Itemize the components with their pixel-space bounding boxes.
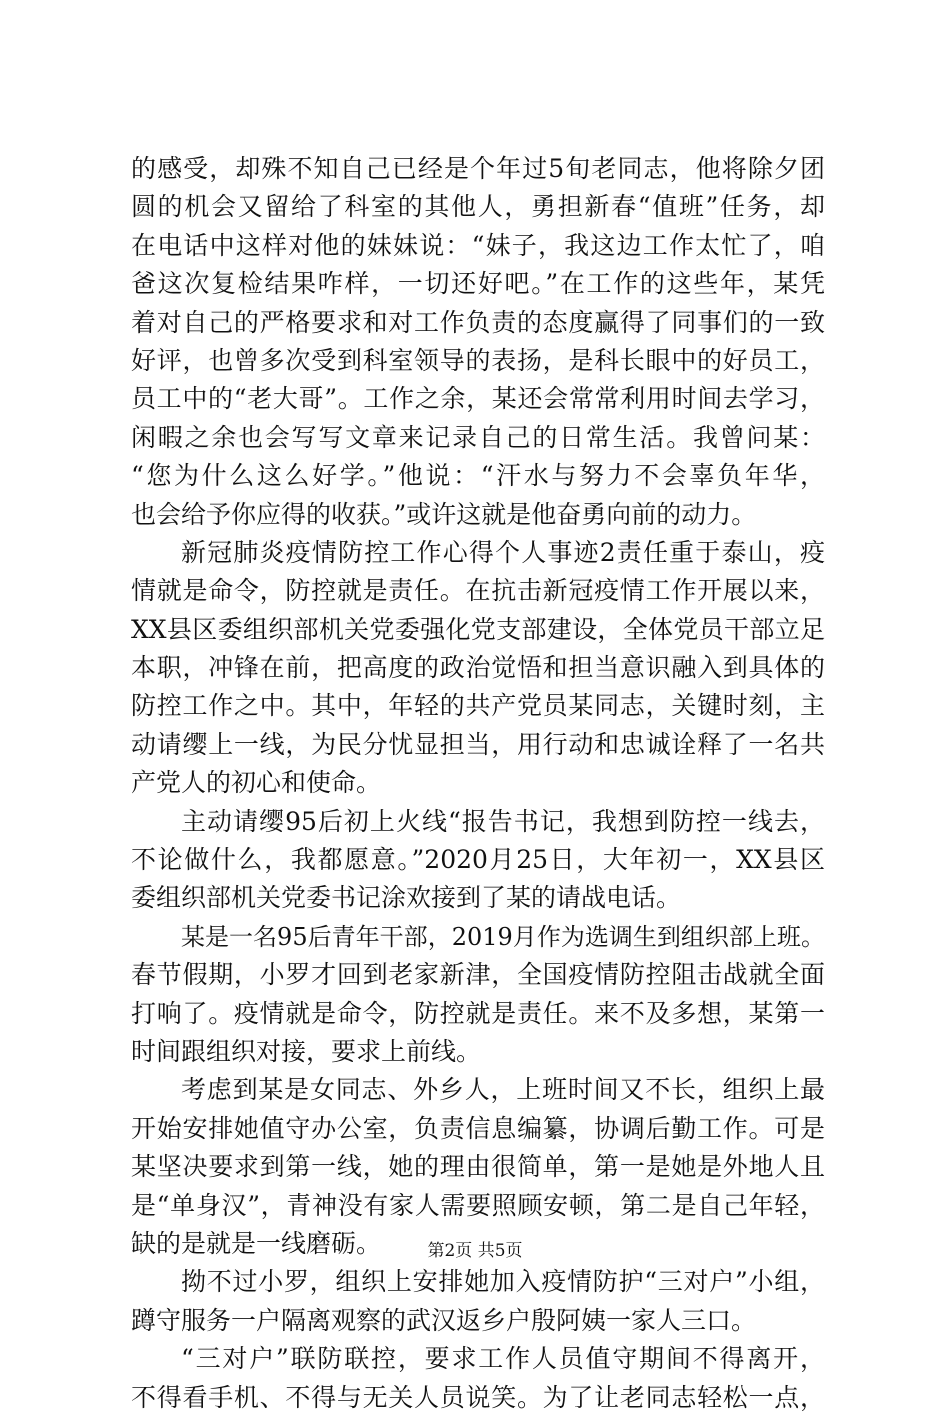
text-line: 某是一名95后青年干部，2019月作为选调生到组织部上班。 — [181, 922, 825, 951]
text-line: 本职，冲锋在前，把高度的政治觉悟和担当意识融入到具体的 — [131, 653, 825, 683]
text-line: 拗不过小罗，组织上安排她加入疫情防护“三对户”小组， — [181, 1267, 825, 1297]
text-line: 情就是命令，防控就是责任。在抗击新冠疫情工作开展以来， — [131, 576, 825, 606]
text-line: 爸这次复检结果咋样，一切还好吧。”在工作的这些年，某凭 — [131, 269, 825, 299]
text-line: 的感受，却殊不知自己已经是个年过5旬老同志，他将除夕团 — [131, 154, 825, 183]
text-line: 打响了。疫情就是命令，防控就是责任。来不及多想，某第一 — [131, 998, 825, 1028]
text-line: 是“单身汉”，青神没有家人需要照顾安顿，第二是自己年轻， — [131, 1190, 825, 1220]
text-line: 开始安排她值守办公室，负责信息编纂，协调后勤工作。可是 — [131, 1113, 825, 1143]
text-line: XX县区委组织部机关党委强化党支部建设，全体党员干部立足 — [131, 614, 825, 644]
text-line: 不得看手机、不得与无关人员说笑。为了让老同志轻松一点， — [131, 1382, 825, 1412]
text-line: 新冠肺炎疫情防控工作心得个人事迹2责任重于泰山，疫 — [181, 537, 825, 567]
text-line: 员工中的“老大哥”。工作之余，某还会常常利用时间去学习， — [131, 384, 825, 414]
text-line: 着对自己的严格要求和对工作负责的态度赢得了同事们的一致 — [131, 307, 825, 337]
text-line: 也会给予你应得的收获。”或许这就是他奋勇向前的动力。 — [131, 499, 757, 529]
text-line: 圆的机会又留给了科室的其他人，勇担新春“值班”任务，却 — [131, 192, 825, 222]
text-line: 考虑到某是女同志、外乡人，上班时间又不长，组织上最 — [181, 1075, 825, 1105]
text-line: 缺的是就是一线磨砺。 — [131, 1228, 382, 1258]
page-footer: 第2页 共5页 — [427, 1241, 523, 1261]
text-line: 产党人的初心和使命。 — [131, 768, 382, 798]
text-line: “三对户”联防联控，要求工作人员值守期间不得离开， — [181, 1344, 825, 1374]
text-line: 闲暇之余也会写写文章来记录自己的日常生活。我曾问某： — [131, 422, 825, 452]
text-line: 时间跟组织对接，要求上前线。 — [131, 1036, 482, 1066]
text-line: 防控工作之中。其中，年轻的共产党员某同志，关键时刻，主 — [131, 691, 825, 721]
text-line: 春节假期，小罗才回到老家新津，全国疫情防控阻击战就全面 — [131, 960, 825, 990]
text-line: 动请缨上一线，为民分忧显担当，用行动和忠诚诠释了一名共 — [131, 729, 825, 759]
text-line: 某坚决要求到第一线，她的理由很简单，第一是她是外地人且 — [131, 1152, 825, 1182]
text-line: “您为什么这么好学。”他说：“汗水与努力不会辜负年华， — [131, 461, 825, 491]
document-body — [131, 150, 825, 1417]
text-line: 主动请缨95后初上火线“报告书记，我想到防控一线去， — [181, 806, 825, 836]
text-line: 好评，也曾多次受到科室领导的表扬，是科长眼中的好员工， — [131, 345, 825, 375]
text-line: 蹲守服务一户隔离观察的武汉返乡户殷阿姨一家人三口。 — [131, 1305, 757, 1335]
text-line: 委组织部机关党委书记涂欢接到了某的请战电话。 — [131, 883, 682, 913]
text-line: 不论做什么，我都愿意。”2020月25日，大年初一，XX县区 — [131, 845, 825, 875]
text-line: 在电话中这样对他的妹妹说：“妹子，我这边工作太忙了，咱 — [131, 230, 825, 260]
